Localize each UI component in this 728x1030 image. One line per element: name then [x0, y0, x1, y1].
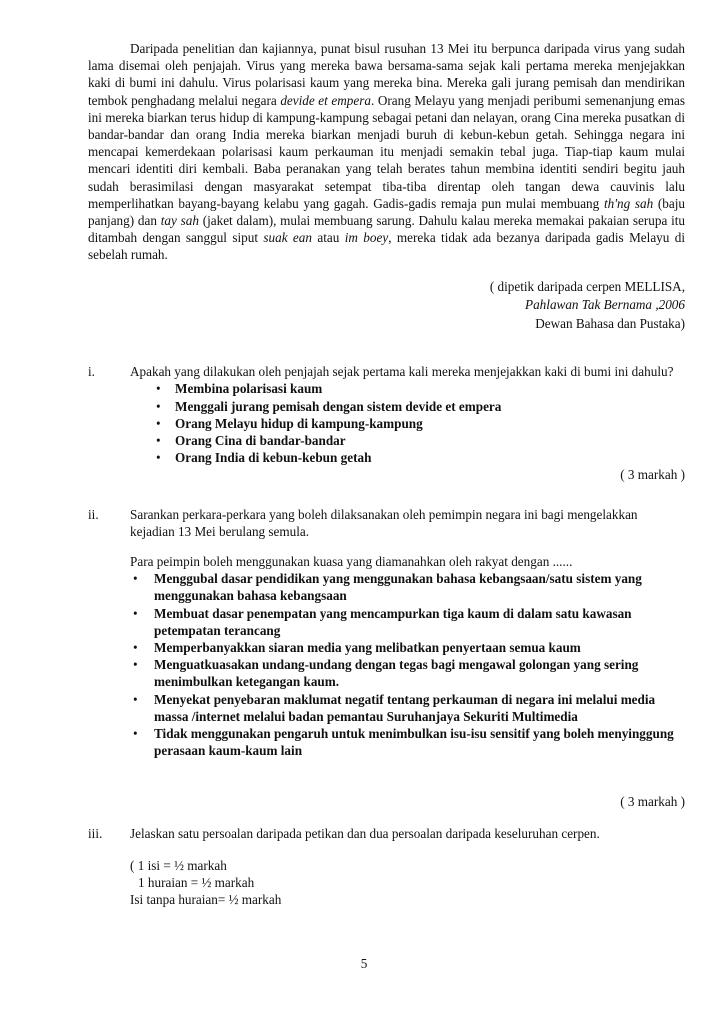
marking-note: 1 huraian = ½ markah [138, 875, 255, 891]
bullet-icon: • [133, 726, 138, 741]
answer-item: • Menggali jurang pemisah dengan sistem devide et empera [156, 398, 502, 414]
marks-label: ( 3 markah ) [620, 794, 685, 810]
answer-list [130, 570, 685, 759]
marks-label: ( 3 markah ) [620, 467, 685, 483]
bullet-icon: • [133, 605, 138, 621]
bullet-icon: • [156, 450, 161, 466]
question-ii [88, 506, 685, 811]
answer-list [130, 380, 685, 466]
question-number: i. [88, 364, 95, 380]
bullet-icon: • [133, 639, 138, 655]
question-iii [88, 825, 685, 909]
italic-term: suak ean [263, 230, 312, 246]
answer-item: • Memperbanyakkan siaran media yang melibatkan penyertaan semua kaum [133, 639, 581, 655]
bullet-icon: • [133, 657, 138, 673]
italic-term: im boey [344, 230, 389, 246]
bullet-icon: • [133, 571, 138, 587]
source-line: ( dipetik daripada cerpen MELLISA, [489, 278, 685, 294]
page-number: 5 [360, 956, 368, 971]
answer-item: • Membina polarisasi kaum [156, 381, 323, 397]
source-citation [88, 278, 685, 334]
answer-item: • Menyekat penyebaran maklumat negatif tentang perkauman di negara ini melalui media massa /internet melalui badan pemantau Suruhanjaya Sekuriti Multimedia [133, 691, 656, 724]
document-page [88, 40, 685, 908]
answer-item: • Menggubal dasar pendidikan yang menggunakan bahasa kebangsaan/satu sistem yang menggunakan bahasa kebangsaan [133, 571, 642, 604]
passage-paragraph: Daripada penelitian dan kajiannya, punat bisul rusuhan 13 Mei itu berpunca daripada virus yang sudah lama disemai oleh penjajah. Virus yang mereka bawa bersama-sama sejak kali pertama mereka menjejakkan kaki di bumi ini dahulu. Virus polarisasi kaum yang mereka bina. Mereka gali jurang pemisah dan mendirikan tembok penghadang melalui negara devide et empera. Orang Melayu yang menjadi peribumi semenanjung emas ini mereka biarkan terus hidup di kampung-kampung sebagai petani dan nelayan, orang Cina mereka pusatkan di bandar-bandar dan orang India mereka biarkan menjadi buruh di kebun-kebun getah. Sehingga negara ini mencapai kemerdekaan polarisasi kaum perkauman itu menjadi semakin tebal juga. Tiap-tiap kaum mulai mencari identiti diri kembali. Baba peranakan yang telah berates tahun membina identiti sendiri begitu jauh sudah berasimilasi dengan masyarakat setempat tiba-tiba direntap oleh tangan dewa cauvinis lalu memperlihatkan bayang-bayang kelabu yang gagah. Gadis-gadis remaja pun mulai membuang th'ng sah (baju panjang) dan tay sah (jaket dalam), mulai membuang sarung. Dahulu kalau mereka memakai pakaian serupa itu ditambah dengan sanggul siput suak ean atau im boey, mereka tidak ada bezanya daripada gadis Melayu di sebelah rumah. [88, 41, 685, 263]
bullet-icon: • [156, 398, 161, 414]
answer-item: • Membuat dasar penempatan yang mencampurkan tiga kaum di dalam satu kawasan petempatan terancang [133, 605, 632, 638]
question-number: iii. [88, 825, 103, 841]
bullet-icon: • [156, 381, 161, 397]
marking-note: Isi tanpa huraian= ½ markah [130, 892, 282, 908]
question-text: Sarankan perkara-perkara yang boleh dilaksanakan oleh pemimpin negara ini bagi mengelakkan kejadian 13 Mei berulang semula. [130, 506, 638, 539]
question-number: ii. [88, 506, 99, 522]
italic-term: th'ng sah [603, 195, 654, 211]
answer-item: • Tidak menggunakan pengaruh untuk menimbulkan isu-isu sensitif yang boleh menyinggung perasaan kaum-kaum lain [133, 726, 674, 759]
question-i [88, 363, 685, 483]
answer-item: • Menguatkuasakan undang-undang dengan tegas bagi mengawal golongan yang sering menimbulkan ketegangan kaum. [133, 657, 639, 690]
source-publisher: Dewan Bahasa dan Pustaka) [535, 315, 685, 331]
italic-term: tay sah [160, 213, 199, 229]
bullet-icon: • [133, 691, 138, 707]
answer-item: • Orang Cina di bandar-bandar [156, 432, 346, 448]
question-text: Apakah yang dilakukan oleh penjajah sejak pertama kali mereka menjejakkan kaki di bumi ini dahulu? [130, 364, 674, 380]
answer-item: • Orang Melayu hidup di kampung-kampung [156, 415, 423, 431]
italic-term: devide et empera [280, 92, 371, 108]
bullet-icon: • [156, 415, 161, 431]
answer-item: • Orang India di kebun-kebun getah [156, 450, 372, 466]
bullet-icon: • [156, 432, 161, 448]
question-text: Jelaskan satu persoalan daripada petikan dan dua persoalan daripada keseluruhan cerpen. [130, 825, 600, 841]
marking-note: ( 1 isi = ½ markah [130, 857, 227, 873]
source-title: Pahlawan Tak Bernama ,2006 [525, 297, 685, 313]
answer-intro: Para peimpin boleh menggunakan kuasa yang diamanahkan oleh rakyat dengan ...... [130, 553, 573, 569]
